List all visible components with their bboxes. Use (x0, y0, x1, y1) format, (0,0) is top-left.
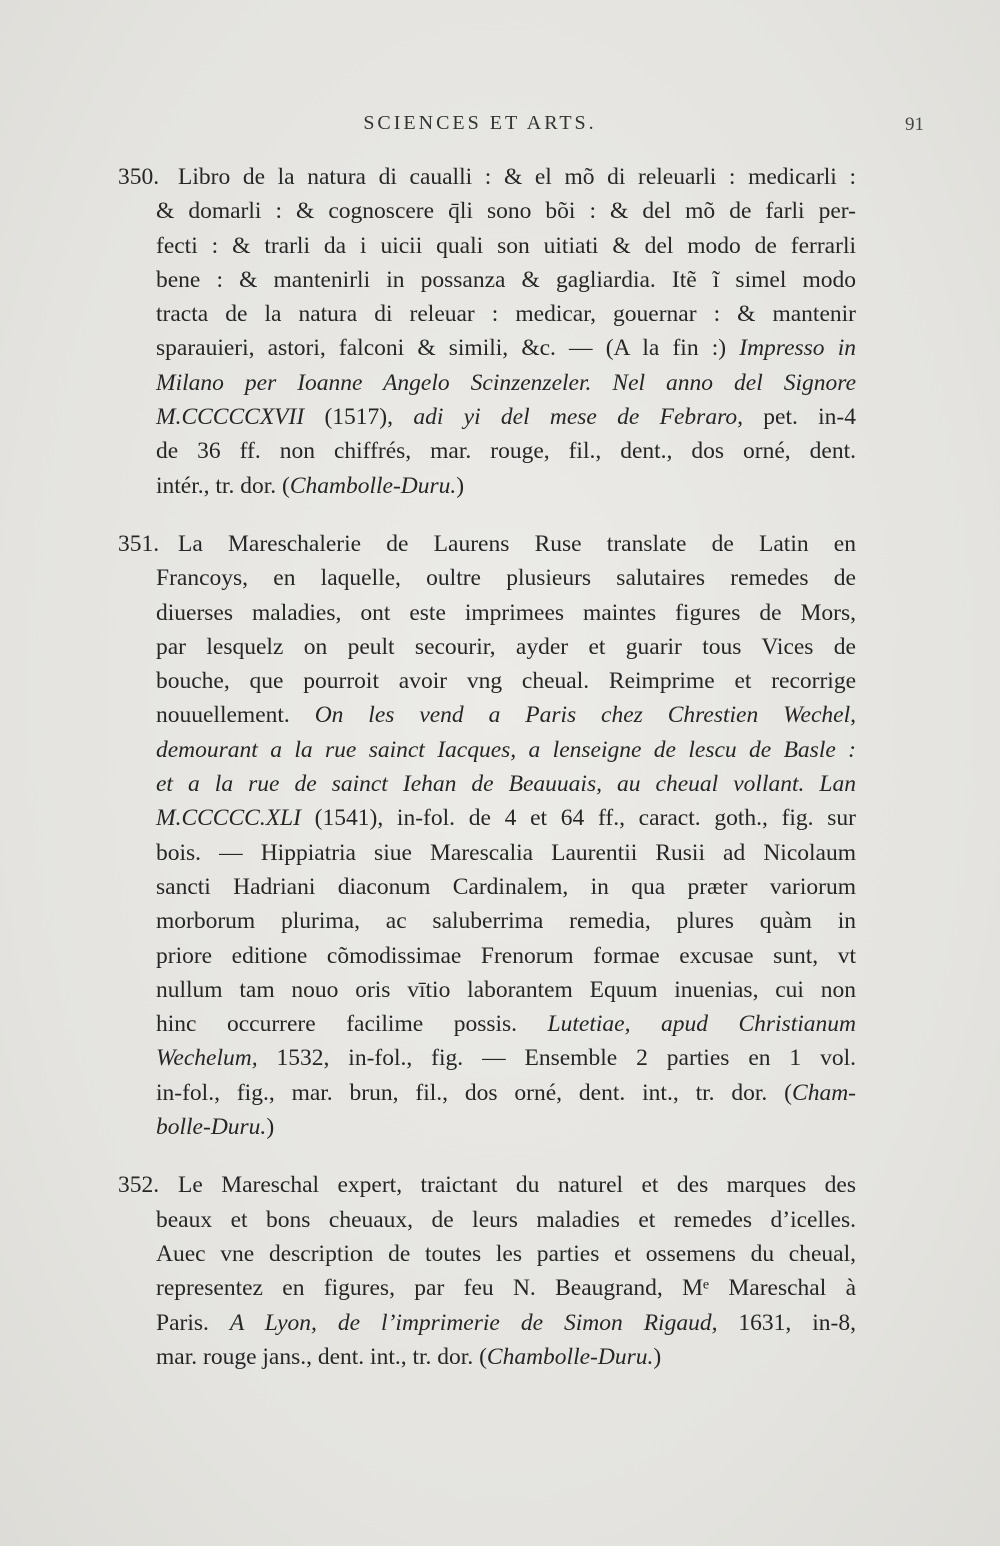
entry-line (156, 194, 856, 228)
entry-line (156, 1110, 856, 1144)
catalogue-entry (118, 160, 856, 503)
roman-text: mar. rouge jans., dent. int., tr. dor. ( (156, 1343, 487, 1370)
entry-line (156, 400, 856, 434)
roman-text: priore editione cõmodissimae Frenorum formae excusae sunt, vt (156, 942, 856, 969)
italic-text: Impresso in (739, 335, 856, 362)
entry-line (156, 836, 856, 870)
catalogue-entry (118, 1168, 856, 1374)
entry-number: 351. (118, 530, 160, 557)
roman-text: ) (266, 1114, 275, 1141)
catalogue-entries (118, 160, 856, 1398)
roman-text: ) (653, 1343, 662, 1370)
entry-line (156, 297, 856, 331)
roman-text: bois. — Hippiatria siue Marescalia Laurentii Rusii ad Nicolaum (156, 839, 856, 866)
entry-line (178, 527, 856, 561)
entry-line (156, 1076, 856, 1110)
roman-text: de 36 ff. non chiffrés, mar. rouge, fil., dent., dos orné, dent. (156, 438, 856, 465)
roman-text: Le Mareschal expert, traictant du naturel et des marques des (178, 1172, 856, 1199)
roman-text: fecti : & trarli da i uicii quali son uitiati & del modo de ferrarli (156, 232, 856, 259)
entry-line (156, 904, 856, 938)
roman-text: diuerses maladies, ont este imprimees maintes figures de Mors, (156, 599, 856, 626)
entry-number: 350. (118, 164, 160, 190)
entry-line (178, 1168, 856, 1202)
entry-line (156, 1340, 856, 1374)
roman-text: morborum plurima, ac saluberrima remedia, plures quàm in (156, 908, 856, 935)
roman-text: Auec vne description de toutes les parties et ossemens du cheual, (156, 1240, 856, 1267)
italic-text: M.CCCCCXVII (156, 404, 305, 431)
entry-line (156, 561, 856, 595)
italic-text: Chambolle-Duru. (289, 472, 457, 499)
entry-line (178, 160, 856, 194)
roman-text: in-fol., fig., mar. brun, fil., dos orné, dent. int., tr. dor. ( (156, 1079, 793, 1106)
entry-line (156, 1237, 856, 1271)
entry-line (156, 630, 856, 664)
roman-text: bouche, que pourroit avoir vng cheual. Reimprime et recorrige (156, 668, 856, 695)
roman-text: Paris. (156, 1309, 230, 1336)
roman-text: intér., tr. dor. ( (156, 472, 290, 499)
roman-text: nullum tam nouo oris vītio laborantem Equum inuenias, cui non (156, 976, 856, 1003)
roman-text: Francoys, en laquelle, oultre plusieurs salutaires remedes de (156, 565, 856, 592)
roman-text: tracta de la natura di releuar : medicar, gouernar : & mantenir (156, 301, 856, 328)
entry-line (156, 1041, 856, 1075)
entry-line (156, 229, 856, 263)
roman-text: hinc occurrere facilime possis. (156, 1011, 548, 1038)
roman-text: (1541), in-fol. de 4 et 64 ff., caract. goth., fig. sur (300, 805, 856, 832)
roman-text: & domarli : & cognoscere q̄li sono bõi : & del mõ de farli per- (156, 198, 856, 225)
entry-line (156, 331, 856, 365)
entry-line (156, 1203, 856, 1237)
italic-text: bolle-Duru. (156, 1114, 267, 1141)
roman-text: sparauieri, astori, falconi & simili, &c. — (A la fin :) (156, 335, 740, 362)
entry-number: 352. (118, 1172, 160, 1199)
running-head-title: SCIENCES ET ARTS. (363, 112, 597, 134)
italic-text: A Lyon, de l’imprimerie de Simon Rigaud, (229, 1309, 718, 1336)
entry-line (156, 939, 856, 973)
italic-text: Chambolle-Duru. (486, 1343, 654, 1370)
entry-line (156, 263, 856, 297)
entry-line (156, 596, 856, 630)
entry-line (156, 664, 856, 698)
italic-text: adi yi del mese de Febraro, (413, 404, 743, 431)
roman-text: par lesquelz on peult secourir, ayder et guarir tous Vices de (156, 633, 856, 660)
italic-text: Wechelum, (156, 1045, 258, 1072)
entry-line (156, 1007, 856, 1041)
roman-text: pet. in-4 (742, 404, 856, 431)
roman-text: 1631, in-8, (717, 1309, 857, 1336)
italic-text: M.CCCCC.XLI (156, 805, 301, 832)
roman-text: La Mareschalerie de Laurens Ruse translate de Latin en (178, 530, 856, 557)
roman-text: bene : & mantenirli in possanza & gagliardia. Itẽ ĩ simel modo (156, 266, 856, 293)
roman-text: sancti Hadriani diaconum Cardinalem, in qua præter variorum (156, 873, 856, 900)
roman-text: (1517), (304, 404, 414, 431)
italic-text: Milano per Ioanne Angelo Scinzenzeler. Nel anno del Signore (156, 369, 856, 396)
entry-line (156, 1271, 856, 1305)
entry-line (156, 366, 856, 400)
entry-line (156, 1306, 856, 1340)
entry-line (156, 469, 856, 503)
roman-text: 1532, in-fol., fig. — Ensemble 2 parties en 1 vol. (257, 1045, 856, 1072)
roman-text: representez en figures, par feu N. Beaugrand, Mᵉ Mareschal à (156, 1275, 856, 1302)
roman-text: beaux et bons cheuaux, de leurs maladies et remedes d’icelles. (156, 1206, 856, 1233)
italic-text: Lutetiae, apud Christianum (547, 1011, 856, 1038)
entry-line (156, 801, 856, 835)
catalogue-entry (118, 527, 856, 1144)
roman-text: ) (456, 472, 465, 499)
page-number: 91 (905, 114, 924, 135)
entry-line (156, 698, 856, 732)
roman-text: Libro de la natura di caualli : & el mõ di releuarli : medicarli : (178, 164, 856, 190)
entry-line (156, 870, 856, 904)
entry-line (156, 767, 856, 801)
running-head (0, 112, 1000, 142)
entry-line (156, 973, 856, 1007)
italic-text: Cham- (792, 1079, 856, 1106)
entry-line (156, 434, 856, 468)
entry-line (156, 733, 856, 767)
italic-text: demourant a la rue sainct Iacques, a lenseigne de lescu de Basle : (156, 736, 856, 763)
roman-text: nouuellement. (156, 702, 315, 729)
italic-text: et a la rue de sainct Iehan de Beauuais, au cheual vollant. Lan (156, 771, 856, 798)
italic-text: On les vend a Paris chez Chrestien Wechel, (314, 702, 856, 729)
